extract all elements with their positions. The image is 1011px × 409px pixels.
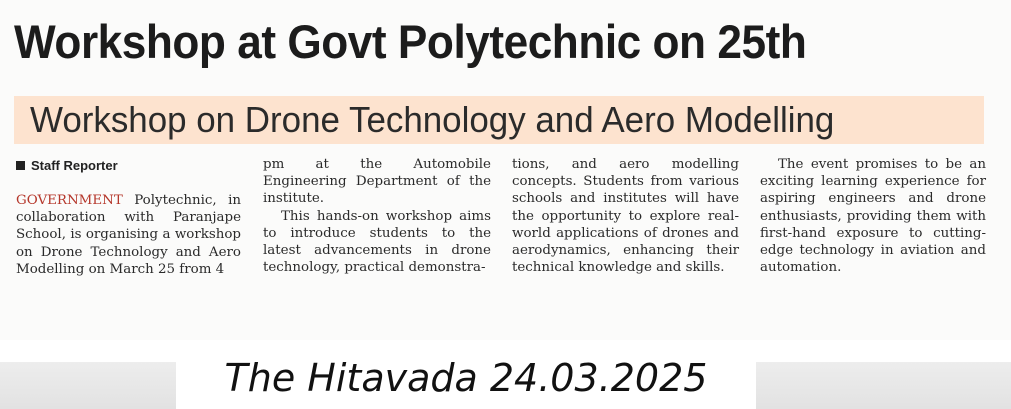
subheadline: Workshop on Drone Technology and Aero Modelling [30,99,835,140]
article-column-1 [16,192,241,278]
column-2-paragraph-2: This hands-on workshop aims to introduce students to the latest advancements in drone technology, practical demonstra- [263,208,491,276]
byline-text: Staff Reporter [31,158,118,173]
article-column-2 [263,156,491,276]
column-4-text: The event promises to be an exciting learning experience for aspiring engineers and drone enthusiasts, providing them with first-hand exposure to cutting-edge technology in aviation and automation. [760,157,986,276]
article-column-3 [512,156,739,276]
lead-word: GOVERNMENT [16,193,123,208]
source-caption: The Hitavada 24.03.2025 [224,356,708,400]
column-1-text [16,192,241,278]
column-3-text: tions, and aero modelling concepts. Students from various schools and institutes will have the opportunity to explore real-world applications of drones and aerodynamics, enhancing their technical knowledge and skills. [512,157,739,276]
article-column-4 [760,156,986,276]
column-2-paragraph-1: pm at the Automobile Engineering Department of the institute. [263,157,491,207]
byline [16,158,118,173]
byline-square-icon [16,161,25,170]
column-1-body: Polytechnic, in collaboration with Paranjape School, is organising a workshop on Drone Technology and Aero Modelling on March 25 from 4 [16,193,241,277]
headline: Workshop at Govt Polytechnic on 25th [14,15,807,68]
